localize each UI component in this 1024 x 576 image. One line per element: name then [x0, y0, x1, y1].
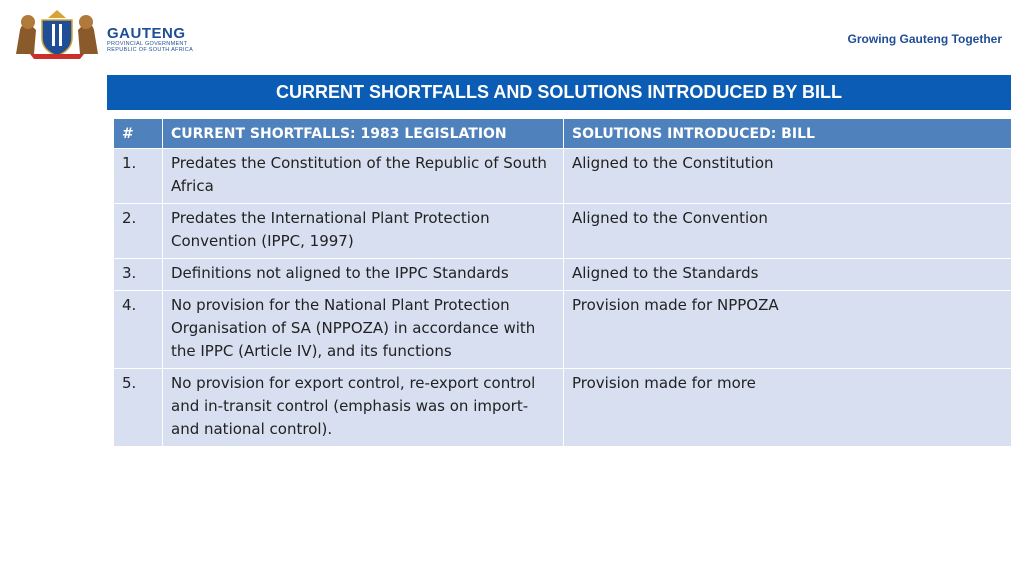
shortfall-cell: Predates the Constitution of the Republic of South Africa — [163, 149, 564, 204]
row-number: 1. — [114, 149, 163, 204]
row-number: 3. — [114, 259, 163, 291]
org-name: GAUTENG — [107, 25, 186, 42]
table-row — [114, 259, 1012, 291]
table-row — [114, 369, 1012, 447]
column-header-number: # — [114, 119, 163, 149]
table-header-row — [114, 119, 1012, 149]
org-subtitle-1: PROVINCIAL GOVERNMENT — [107, 41, 188, 47]
coat-of-arms-icon — [10, 8, 104, 60]
slide-header — [0, 0, 1024, 66]
solution-cell: Provision made for NPPOZA — [564, 291, 1012, 369]
table-row — [114, 291, 1012, 369]
tagline: Growing Gauteng Together — [847, 32, 1002, 46]
shortfall-cell: Predates the International Plant Protection Convention (IPPC, 1997) — [163, 204, 564, 259]
org-logotype — [107, 26, 193, 53]
table-row — [114, 149, 1012, 204]
row-number: 2. — [114, 204, 163, 259]
shortfall-cell: Definitions not aligned to the IPPC Standards — [163, 259, 564, 291]
solution-cell: Provision made for more — [564, 369, 1012, 447]
shortfall-cell: No provision for the National Plant Protection Organisation of SA (NPPOZA) in accordance with the IPPC (Article IV), and its functions — [163, 291, 564, 369]
solution-cell: Aligned to the Convention — [564, 204, 1012, 259]
org-subtitle-2: REPUBLIC OF SOUTH AFRICA — [107, 47, 194, 53]
solution-cell: Aligned to the Constitution — [564, 149, 1012, 204]
column-header-solutions: SOLUTIONS INTRODUCED: BILL — [564, 119, 1012, 149]
column-header-shortfalls: CURRENT SHORTFALLS: 1983 LEGISLATION — [163, 119, 564, 149]
slide-title: CURRENT SHORTFALLS AND SOLUTIONS INTRODUCED BY BILL — [107, 75, 1011, 110]
solution-cell: Aligned to the Standards — [564, 259, 1012, 291]
row-number: 4. — [114, 291, 163, 369]
table-row — [114, 204, 1012, 259]
row-number: 5. — [114, 369, 163, 447]
shortfalls-table — [113, 118, 1012, 447]
shortfall-cell: No provision for export control, re-export control and in-transit control (emphasis was on import- and national control). — [163, 369, 564, 447]
